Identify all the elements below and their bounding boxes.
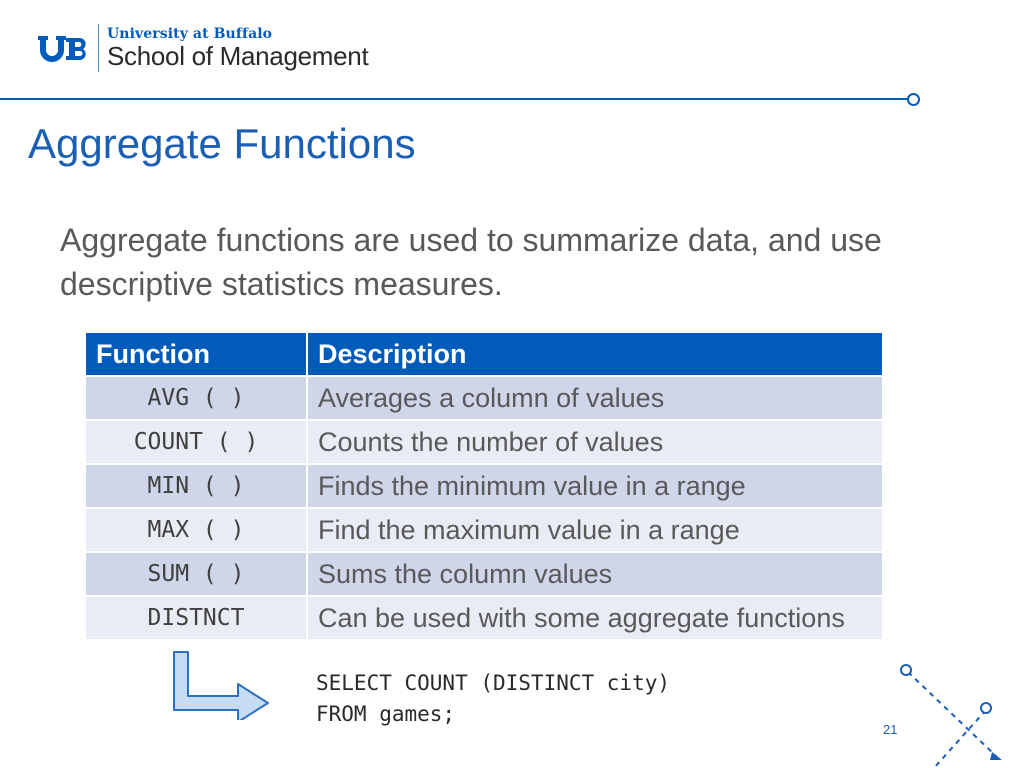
university-name: University at Buffalo xyxy=(107,26,273,42)
table-row xyxy=(86,597,882,639)
function-name: COUNT ( ) xyxy=(86,421,306,463)
function-name: MIN ( ) xyxy=(86,465,306,507)
function-description: Finds the minimum value in a range xyxy=(308,465,882,507)
table-row xyxy=(86,465,882,507)
table-row xyxy=(86,509,882,551)
ub-logo xyxy=(36,22,368,74)
function-name: MAX ( ) xyxy=(86,509,306,551)
function-description: Averages a column of values xyxy=(308,377,882,419)
header-description: Description xyxy=(308,333,882,375)
table-row xyxy=(86,421,882,463)
ub-logo-mark-icon xyxy=(36,34,92,62)
aggregate-functions-table xyxy=(84,331,884,641)
page-number: 21 xyxy=(883,722,898,737)
function-description: Counts the number of values xyxy=(308,421,882,463)
sql-line: FROM games; xyxy=(316,702,456,726)
intro-text: Aggregate functions are used to summarize data, and use descriptive statistics measures. xyxy=(60,222,882,302)
function-description: Find the maximum value in a range xyxy=(308,509,882,551)
function-name: DISTNCT xyxy=(86,597,306,639)
header-rule xyxy=(0,98,908,100)
function-description: Sums the column values xyxy=(308,553,882,595)
sql-example xyxy=(316,668,670,730)
header-rule-dot xyxy=(907,93,920,106)
table-row xyxy=(86,553,882,595)
function-name: AVG ( ) xyxy=(86,377,306,419)
function-name: SUM ( ) xyxy=(86,553,306,595)
school-name: School of Management xyxy=(107,41,369,71)
header-function: Function xyxy=(86,333,306,375)
slide-title: Aggregate Functions xyxy=(28,120,416,167)
logo-divider xyxy=(98,24,99,72)
table-header-row xyxy=(86,333,882,375)
sql-line: SELECT COUNT (DISTINCT city) xyxy=(316,671,671,695)
table-row xyxy=(86,377,882,419)
arrow-right-icon xyxy=(170,650,272,720)
function-description: Can be used with some aggregate functions xyxy=(308,597,882,639)
decorative-dotted-lines-icon xyxy=(890,660,1024,768)
